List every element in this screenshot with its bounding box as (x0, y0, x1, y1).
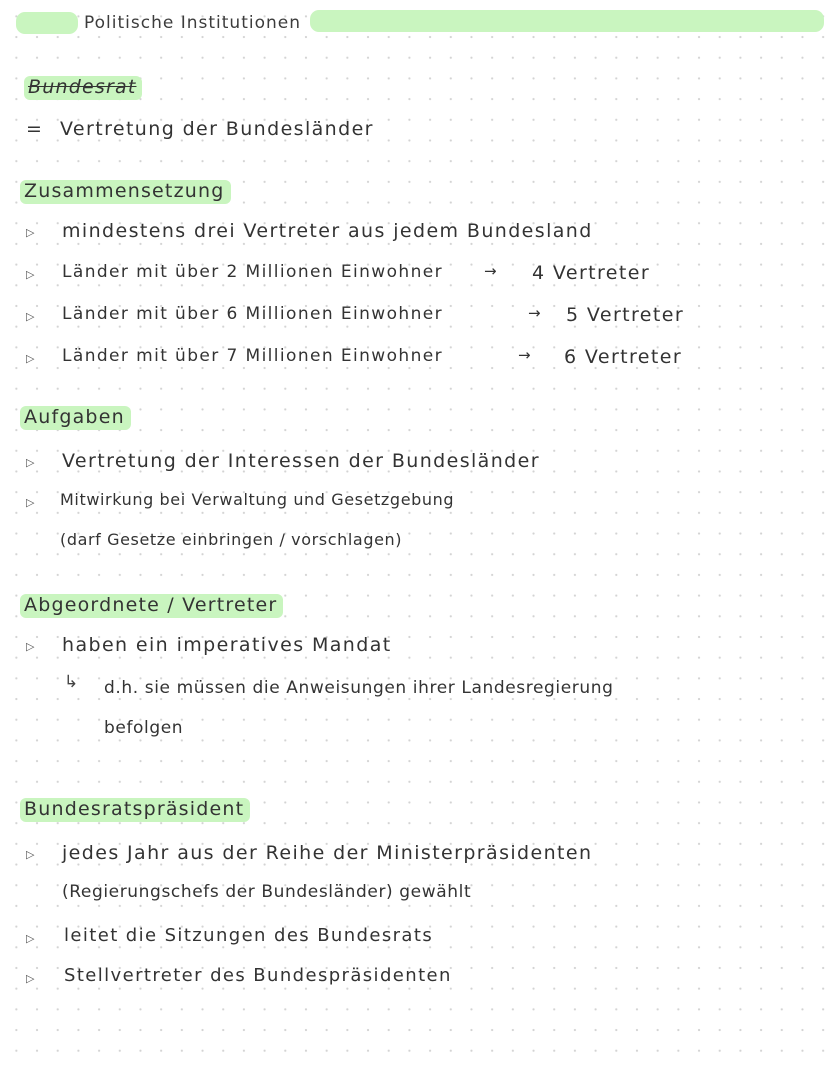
section-heading-aufgaben: Aufgaben (20, 406, 131, 430)
bullet-icon: ▷ (26, 268, 35, 281)
list-item-continuation: (darf Gesetze einbringen / vorschlagen) (60, 530, 403, 549)
definition-prefix: = (26, 118, 44, 140)
section-heading-zusammensetzung: Zusammensetzung (20, 180, 231, 204)
bullet-icon: ▷ (26, 848, 35, 861)
section-heading-praesident: Bundesratspräsident (20, 798, 250, 822)
list-item-left: Länder mit über 6 Millionen Einwohner (62, 304, 444, 324)
bullet-icon: ▷ (26, 640, 35, 653)
list-item: haben ein imperatives Mandat (62, 634, 392, 656)
section-heading-abgeordnete: Abgeordnete / Vertreter (20, 594, 283, 618)
list-item-continuation: (Regierungschefs der Bundesländer) gewählt (62, 882, 472, 902)
list-item-right: 6 Vertreter (564, 346, 683, 368)
bullet-icon: ▷ (26, 496, 35, 509)
arrow-icon: → (484, 262, 498, 280)
list-item-right: 5 Vertreter (566, 304, 685, 326)
list-item: jedes Jahr aus der Reihe der Ministerpräsidenten (62, 842, 593, 864)
list-item: mindestens drei Vertreter aus jedem Bundesland (62, 220, 593, 242)
arrow-icon: → (518, 346, 532, 364)
title-highlight-left (16, 12, 78, 34)
main-heading: Bundesrat (24, 76, 142, 100)
list-item-left: Länder mit über 7 Millionen Einwohner (62, 346, 444, 366)
list-item-left: Länder mit über 2 Millionen Einwohner (62, 262, 444, 282)
sub-item: d.h. sie müssen die Anweisungen ihrer Landesregierung (104, 678, 614, 698)
title-highlight-right (310, 10, 824, 32)
definition-text: Vertretung der Bundesländer (60, 118, 374, 140)
bullet-icon: ▷ (26, 932, 35, 945)
bullet-icon: ▷ (26, 352, 35, 365)
sub-item-continuation: befolgen (104, 718, 184, 738)
arrow-icon: → (528, 304, 542, 322)
list-item: leitet die Sitzungen des Bundesrats (64, 925, 434, 946)
list-item: Stellvertreter des Bundespräsidenten (64, 965, 452, 986)
page-title: Politische Institutionen (84, 13, 301, 33)
bullet-icon: ▷ (26, 226, 35, 239)
bullet-icon: ▷ (26, 456, 35, 469)
list-item-right: 4 Vertreter (532, 262, 651, 284)
list-item: Vertretung der Interessen der Bundesländer (62, 450, 540, 472)
bullet-icon: ▷ (26, 310, 35, 323)
list-item: Mitwirkung bei Verwaltung und Gesetzgebung (60, 490, 455, 509)
bullet-icon: ▷ (26, 972, 35, 985)
sub-arrow-icon: ↳ (64, 672, 79, 692)
